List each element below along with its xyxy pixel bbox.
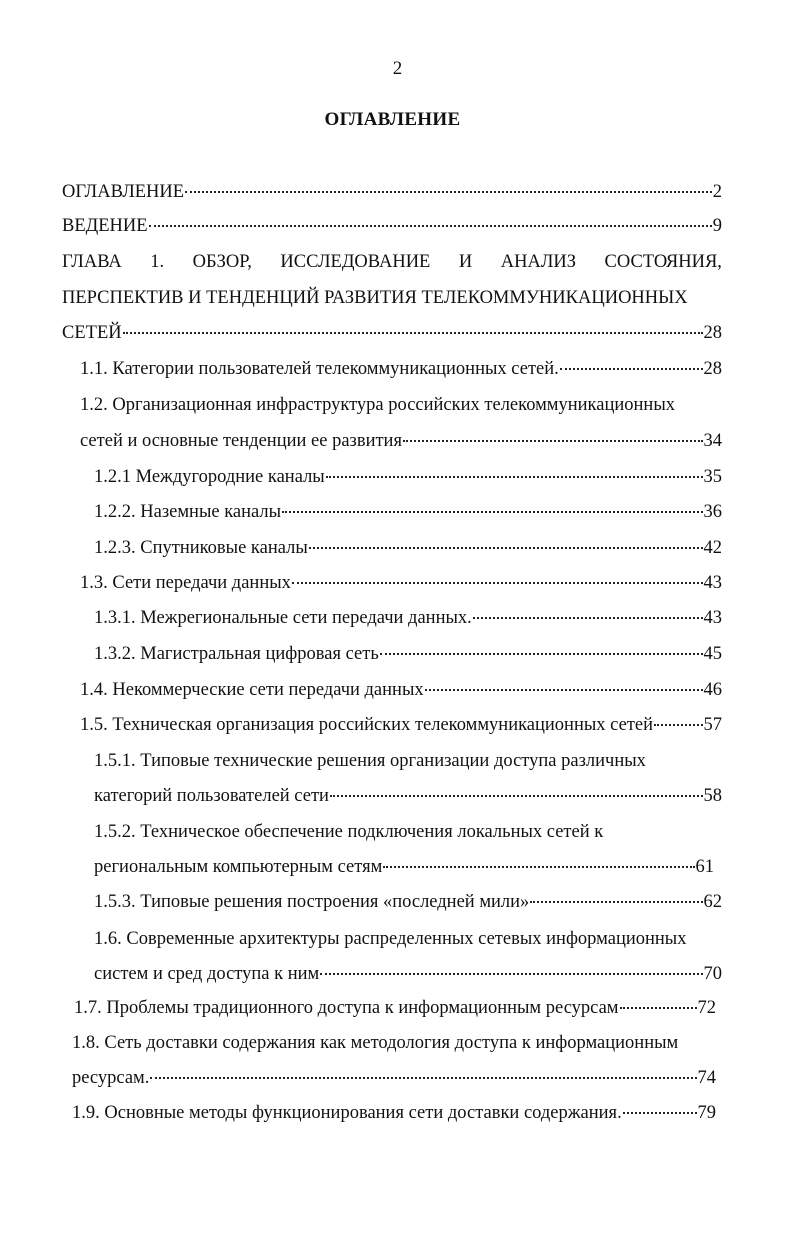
page-number: 2 xyxy=(392,58,403,79)
toc-entry-page: 74 xyxy=(697,1068,716,1088)
toc-entry-page: 9 xyxy=(712,216,722,236)
toc-entry-title: 1.1. Категории пользователей телекоммуникационных сетей. xyxy=(80,359,559,379)
toc-entry-title: 1.5.2. Техническое обеспечение подключения локальных сетей к xyxy=(94,822,604,842)
toc-entry xyxy=(72,1060,716,1096)
toc-entry-title: 1.3.2. Магистральная цифровая сеть xyxy=(94,644,379,664)
dot-leader xyxy=(149,224,712,227)
toc-entry xyxy=(74,990,716,1026)
toc-entry-page: 79 xyxy=(697,1103,716,1123)
toc-entry xyxy=(94,600,722,636)
dot-leader xyxy=(383,865,694,868)
toc-chapter-word: И xyxy=(458,252,473,272)
dot-leader xyxy=(309,546,703,549)
toc-entry-page: 61 xyxy=(695,857,714,877)
toc-entry-page: 42 xyxy=(703,538,722,558)
toc-entry-title: ВЕДЕНИЕ xyxy=(62,216,148,236)
dot-leader xyxy=(282,510,702,513)
toc-entry xyxy=(80,565,722,601)
toc-entry-title: 1.2. Организационная инфраструктура российских телекоммуникационных xyxy=(80,395,676,415)
toc-entry xyxy=(94,956,722,992)
toc-entry-title: сетей и основные тенденции ее развития xyxy=(80,431,402,451)
toc-chapter-word: ГЛАВА xyxy=(62,252,122,272)
toc-entry-page: 62 xyxy=(703,892,722,912)
dot-leader xyxy=(473,616,703,619)
toc-entry xyxy=(94,849,714,885)
toc-entry-title: 1.5.1. Типовые технические решения организации доступа различных xyxy=(94,751,646,771)
toc-entry-page: 58 xyxy=(703,786,722,806)
toc-entry-line xyxy=(72,1025,716,1061)
toc-entry-title: 1.6. Современные архитектуры распределенных сетевых информационных xyxy=(94,929,687,949)
toc-entry-title: 1.5.3. Типовые решения построения «последней мили» xyxy=(94,892,530,912)
dot-leader xyxy=(623,1111,697,1114)
toc-entry xyxy=(94,494,722,530)
toc-entry-title: 1.3.1. Межрегиональные сети передачи данных. xyxy=(94,608,472,628)
toc-entry-title: 1.5. Техническая организация российских телекоммуникационных сетей xyxy=(80,715,654,735)
toc-entry-page: 57 xyxy=(703,715,722,735)
dot-leader xyxy=(530,900,702,903)
toc-entry-page: 35 xyxy=(703,467,722,487)
toc-entry-title: категорий пользователей сети xyxy=(94,786,329,806)
toc-chapter-word: ИССЛЕДОВАНИЕ xyxy=(280,252,431,272)
toc-entry-line xyxy=(62,244,722,280)
toc-entry-page: 43 xyxy=(703,573,722,593)
toc-entry-title: ресурсам. xyxy=(72,1068,150,1088)
toc-entry-page: 28 xyxy=(703,359,722,379)
toc-entry xyxy=(94,459,722,495)
toc-entry-line xyxy=(80,387,722,423)
toc-entry-title: систем и сред доступа к ним xyxy=(94,964,320,984)
toc-entry-title: 1.2.1 Междугородние каналы xyxy=(94,467,325,487)
toc-entry-page: 72 xyxy=(697,998,716,1018)
toc-entry-title: ОГЛАВЛЕНИЕ xyxy=(62,182,185,202)
toc-entry-page: 43 xyxy=(703,608,722,628)
toc-entry xyxy=(80,423,722,459)
toc-entry-title: региональным компьютерным сетям xyxy=(94,857,383,877)
toc-entry xyxy=(80,707,722,743)
toc-entry xyxy=(80,672,722,708)
dot-leader xyxy=(292,581,703,584)
toc-entry-page: 28 xyxy=(703,323,722,343)
toc-entry-line xyxy=(94,743,722,779)
toc-entry-title: ПЕРСПЕКТИВ И ТЕНДЕНЦИЙ РАЗВИТИЯ ТЕЛЕКОММУНИКАЦИОННЫХ xyxy=(62,288,688,308)
dot-leader xyxy=(123,331,703,334)
toc-entry xyxy=(62,315,722,351)
dot-leader xyxy=(425,688,703,691)
toc-chapter-word: СОСТОЯНИЯ, xyxy=(604,252,722,272)
toc-entry-line xyxy=(62,280,722,316)
toc-chapter-word: ОБЗОР, xyxy=(192,252,252,272)
toc-entry xyxy=(62,174,722,210)
toc-entry xyxy=(94,778,722,814)
toc-entry-title: 1.3. Сети передачи данных xyxy=(80,573,291,593)
toc-entry xyxy=(62,208,722,244)
dot-leader xyxy=(320,972,702,975)
toc-entry-title: 1.2.2. Наземные каналы xyxy=(94,502,282,522)
toc-entry-line xyxy=(94,921,722,957)
toc-entry-line xyxy=(94,814,722,850)
dot-leader xyxy=(403,439,703,442)
dot-leader xyxy=(654,723,702,726)
toc-entry-title: 1.4. Некоммерческие сети передачи данных xyxy=(80,680,424,700)
toc-entry-title: 1.2.3. Спутниковые каналы xyxy=(94,538,308,558)
toc-entry-page: 45 xyxy=(703,644,722,664)
dot-leader xyxy=(620,1006,697,1009)
toc-entry-title: СЕТЕЙ xyxy=(62,323,122,343)
toc-entry-page: 2 xyxy=(712,182,722,202)
toc-entry-title: 1.9. Основные методы функционирования сети доставки содержания. xyxy=(72,1103,622,1123)
dot-leader xyxy=(150,1076,696,1079)
dot-leader xyxy=(185,190,712,193)
dot-leader xyxy=(330,794,703,797)
toc-entry xyxy=(94,636,722,672)
toc-chapter-word: 1. xyxy=(150,252,165,272)
toc-entry-page: 36 xyxy=(703,502,722,522)
toc-entry xyxy=(80,351,722,387)
toc-title: ОГЛАВЛЕНИЕ xyxy=(324,109,461,130)
toc-entry-page: 70 xyxy=(703,964,722,984)
toc-entry xyxy=(72,1095,716,1131)
toc-entry-page: 46 xyxy=(703,680,722,700)
toc-entry xyxy=(94,530,722,566)
toc-chapter-word: АНАЛИЗ xyxy=(500,252,577,272)
toc-entry-title: 1.7. Проблемы традиционного доступа к информационным ресурсам xyxy=(74,998,619,1018)
dot-leader xyxy=(326,475,703,478)
dot-leader xyxy=(560,367,703,370)
toc-entry-title: 1.8. Сеть доставки содержания как методология доступа к информационным xyxy=(72,1033,679,1053)
toc-entry xyxy=(94,884,722,920)
dot-leader xyxy=(380,652,703,655)
toc-entry-page: 34 xyxy=(703,431,722,451)
